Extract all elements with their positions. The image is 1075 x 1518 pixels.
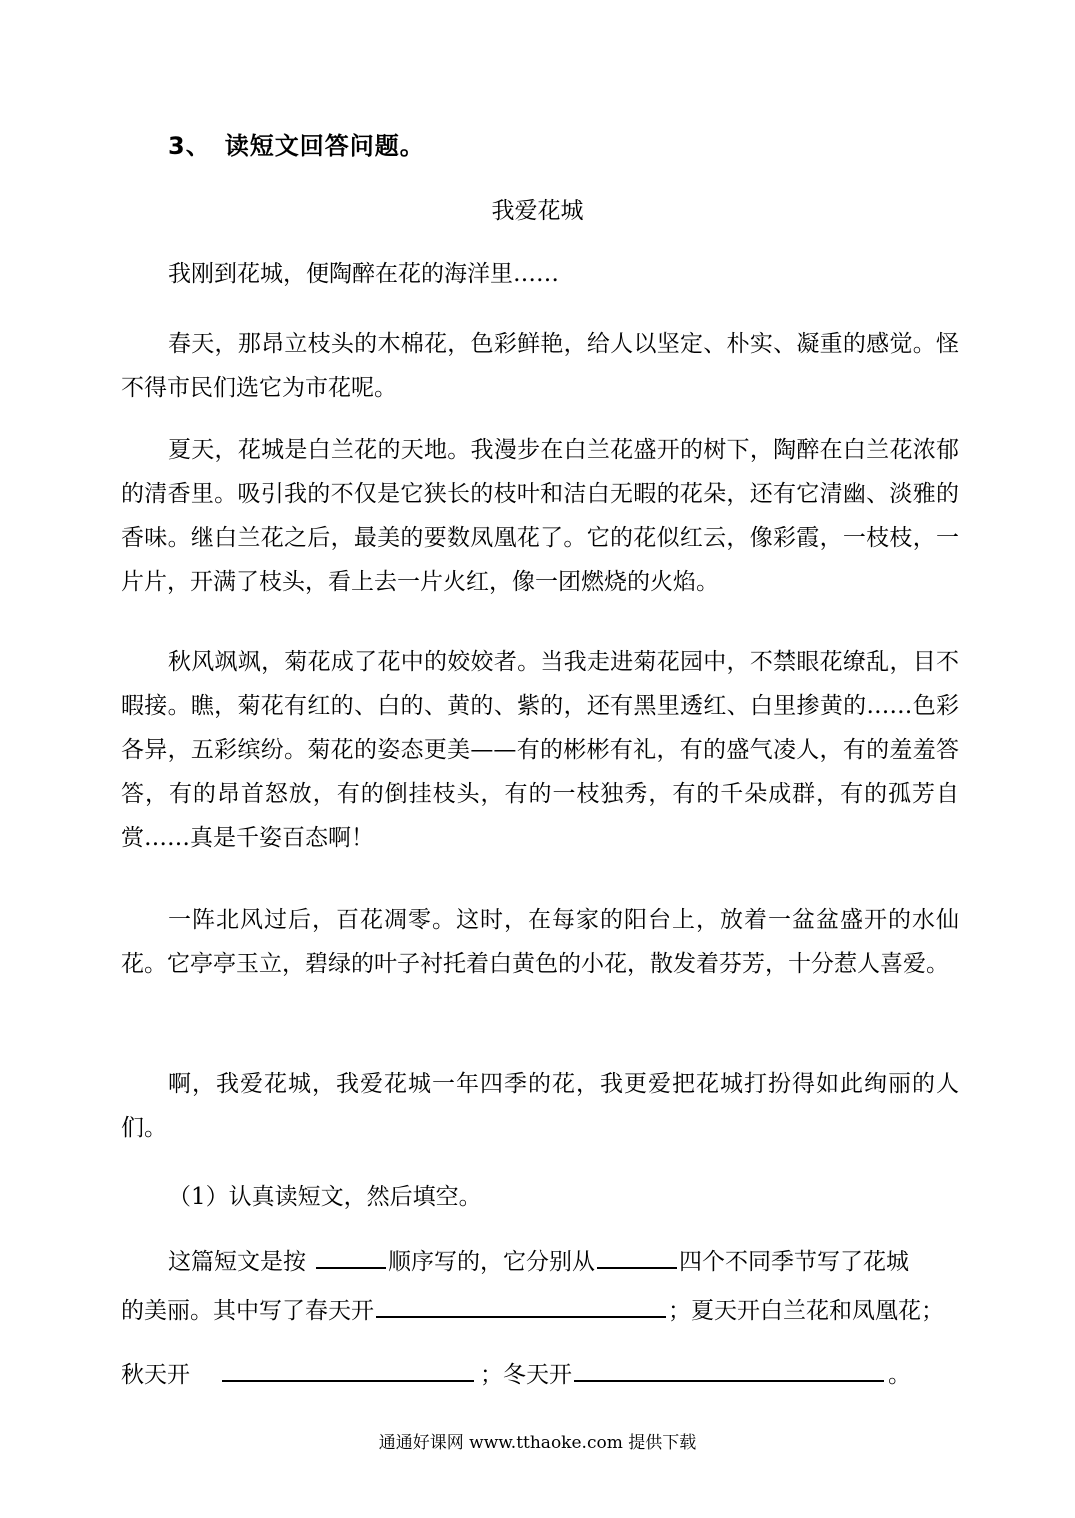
article-title: 我爱花城 <box>491 198 584 224</box>
fill-line-2 <box>121 1292 944 1325</box>
fill-text: 秋天开 <box>121 1362 190 1388</box>
answer-blank-spring[interactable] <box>376 1294 666 1318</box>
answer-blank-seasons[interactable] <box>597 1245 677 1269</box>
question-heading <box>168 126 425 161</box>
fill-text: 的美丽。其中写了春天开 <box>121 1298 374 1324</box>
question-number: 3、 <box>168 132 211 160</box>
sub-question-label: （1）认真读短文，然后填空。 <box>168 1184 482 1210</box>
page-footer: 通通好课网 www.tthaoke.com 提供下载 <box>378 1433 697 1453</box>
fill-text: 顺序写的，它分别从 <box>388 1249 595 1275</box>
fill-line-3 <box>121 1356 911 1389</box>
article-paragraph-3: 夏天，花城是白兰花的天地。我漫步在白兰花盛开的树下，陶醉在白兰花浓郁的清香里。吸引我的不仅是它狭长的枝叶和洁白无暇的花朵，还有它清幽、淡雅的香味。继白兰花之后，最美的要数凤凰花了。它的花似红云，像彩霞，一枝枝，一片片，开满了枝头，看上去一片火红，像一团燃烧的火焰。 <box>121 437 959 595</box>
answer-blank-order[interactable] <box>316 1245 386 1269</box>
answer-blank-winter[interactable] <box>574 1358 884 1382</box>
fill-text: 。 <box>888 1362 911 1388</box>
article-paragraph-5: 一阵北风过后，百花凋零。这时，在每家的阳台上，放着一盆盆盛开的水仙花。它亭亭玉立，碧绿的叶子衬托着白黄色的小花，散发着芬芳，十分惹人喜爱。 <box>121 907 959 977</box>
article-paragraph-1: 我刚到花城，便陶醉在花的海洋里…… <box>168 261 559 287</box>
fill-text: 这篇短文是按 <box>168 1249 306 1275</box>
article-paragraph-4: 秋风飒飒，菊花成了花中的姣姣者。当我走进菊花园中，不禁眼花缭乱，目不暇接。瞧，菊花有红的、白的、黄的、紫的，还有黑里透红、白里掺黄的……色彩各异，五彩缤纷。菊花的姿态更美——有的彬彬有礼，有的盛气凌人，有的羞羞答答，有的昂首怒放，有的倒挂枝头，有的一枝独秀，有的千朵成群，有的孤芳自赏……真是千姿百态啊！ <box>121 649 959 851</box>
answer-blank-autumn[interactable] <box>222 1358 474 1382</box>
article-paragraph-6: 啊，我爱花城，我爱花城一年四季的花，我更爱把花城打扮得如此绚丽的人们。 <box>121 1071 959 1141</box>
fill-text: 四个不同季节写了花城 <box>679 1249 909 1275</box>
fill-text: ；冬天开 <box>480 1362 572 1388</box>
article-paragraph-2: 春天，那昂立枝头的木棉花，色彩鲜艳，给人以坚定、朴实、凝重的感觉。怪不得市民们选它为市花呢。 <box>121 331 959 401</box>
question-instruction: 读短文回答问题。 <box>224 132 425 160</box>
fill-text: ；夏天开白兰花和凤凰花； <box>668 1298 944 1324</box>
fill-line-1 <box>168 1243 909 1276</box>
